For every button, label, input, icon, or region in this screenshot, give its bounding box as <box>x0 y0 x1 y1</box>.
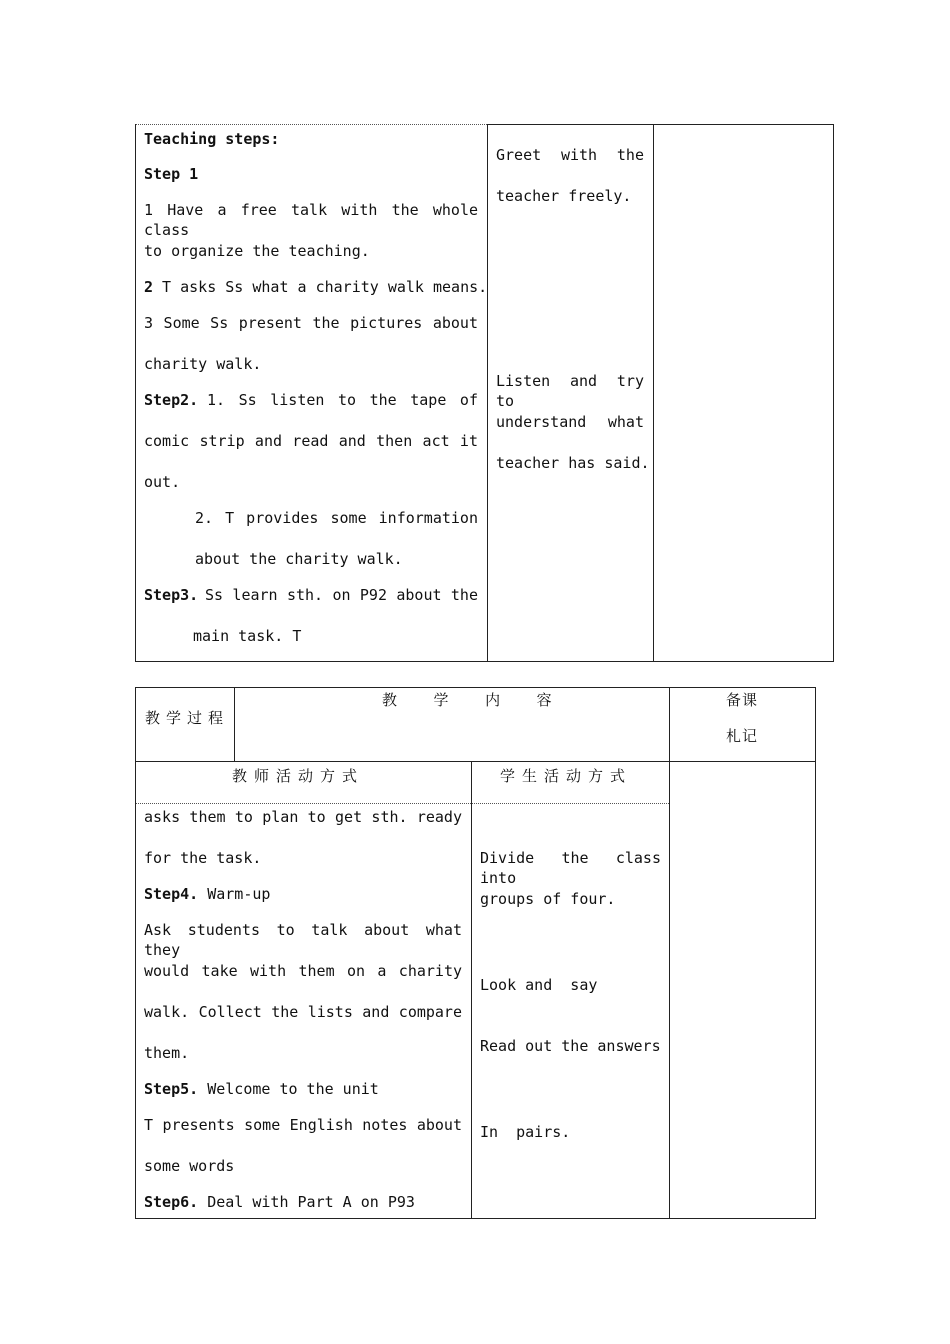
table1-right-border <box>833 124 834 662</box>
listen-line3: teacher has said. <box>496 454 650 472</box>
table1-left-border <box>135 124 136 662</box>
item2-number: 2 <box>144 278 154 296</box>
step5-text: Welcome to the unit <box>198 1080 379 1098</box>
table2-header-bottom <box>135 761 815 762</box>
read-out-answers: Read out the answers <box>480 1037 661 1055</box>
step2-sub-line2: about the charity walk. <box>195 550 403 568</box>
item1-line1: 1 Have a free talk with the whole class <box>144 201 478 239</box>
teaching-process-label: 教学过程 <box>145 709 230 727</box>
lesson-notes-label-1: 备课 <box>726 691 759 709</box>
teacher-line1: asks them to plan to get sth. ready <box>144 808 462 826</box>
in-pairs: In pairs. <box>480 1123 571 1141</box>
step6-label: Step6. <box>144 1193 199 1211</box>
table2-bottom-border <box>135 1218 815 1219</box>
table1-top-border-right <box>487 124 834 125</box>
table2-right-border <box>815 687 816 1219</box>
t-presents-line1: T presents some English notes about <box>144 1116 462 1134</box>
step2-sub-line1: 2. T provides some information <box>195 509 478 527</box>
table1-top-border <box>135 124 487 125</box>
table2-left-border <box>135 687 136 1219</box>
step4-line <box>144 884 270 904</box>
step3-line2: main task. T <box>193 627 302 645</box>
look-and-say: Look and say <box>480 976 598 994</box>
step2-line1: 1. Ss listen to the tape of <box>207 391 478 409</box>
student-activity-header: 学生活动方式 <box>500 767 633 785</box>
step2-line2: comic strip and read and then act it <box>144 432 478 450</box>
step4-label: Step4. <box>144 885 199 903</box>
greet-line2: teacher freely. <box>496 187 632 205</box>
table1-divider-2 <box>653 124 654 662</box>
table2-top-border <box>135 687 815 688</box>
greet-line1: Greet with the <box>496 146 644 164</box>
table2-subheader-bottom <box>135 803 669 804</box>
step5-label: Step5. <box>144 1080 199 1098</box>
ask-line1: Ask students to talk about what they <box>144 921 462 959</box>
step4-text: Warm-up <box>198 885 271 903</box>
table2-column-divider <box>471 761 472 1219</box>
item1-line2: to organize the teaching. <box>144 242 370 260</box>
listen-line2: understand what <box>496 413 644 431</box>
t-presents-line2: some words <box>144 1157 235 1175</box>
item3-line1: 3 Some Ss present the pictures about <box>144 314 478 332</box>
table2-header-divider <box>234 687 235 762</box>
ask-line2: would take with them on a charity <box>144 962 462 980</box>
ask-line3: walk. Collect the lists and compare <box>144 1003 462 1021</box>
item3-line2: charity walk. <box>144 355 262 373</box>
step2-line3: out. <box>144 473 181 491</box>
item2-line <box>144 277 487 297</box>
step3-label: Step3. <box>144 586 199 604</box>
step1-label: Step 1 <box>144 165 199 183</box>
teacher-line2: for the task. <box>144 849 262 867</box>
teacher-activity-header: 教师活动方式 <box>232 767 365 785</box>
step3-line1: Ss learn sth. on P92 about the <box>205 586 478 604</box>
step2-label: Step2. <box>144 391 199 409</box>
listen-line1: Listen and try to <box>496 372 644 410</box>
table1-bottom-border <box>135 661 834 662</box>
step5-line <box>144 1079 379 1099</box>
teaching-content-label: 教 学 内 容 <box>382 691 561 709</box>
table1-divider-1 <box>487 124 488 662</box>
divide-line1: Divide the class into <box>480 849 661 887</box>
lesson-notes-label-2: 札记 <box>726 727 759 745</box>
ask-line4: them. <box>144 1044 190 1062</box>
step6-text: Deal with Part A on P93 <box>198 1193 415 1211</box>
teaching-steps-heading: Teaching steps: <box>144 130 280 148</box>
item2-text: T asks Ss what a charity walk means. <box>153 278 488 296</box>
divide-line2: groups of four. <box>480 890 616 908</box>
table2-notes-divider <box>669 687 670 1219</box>
step6-line <box>144 1192 415 1212</box>
